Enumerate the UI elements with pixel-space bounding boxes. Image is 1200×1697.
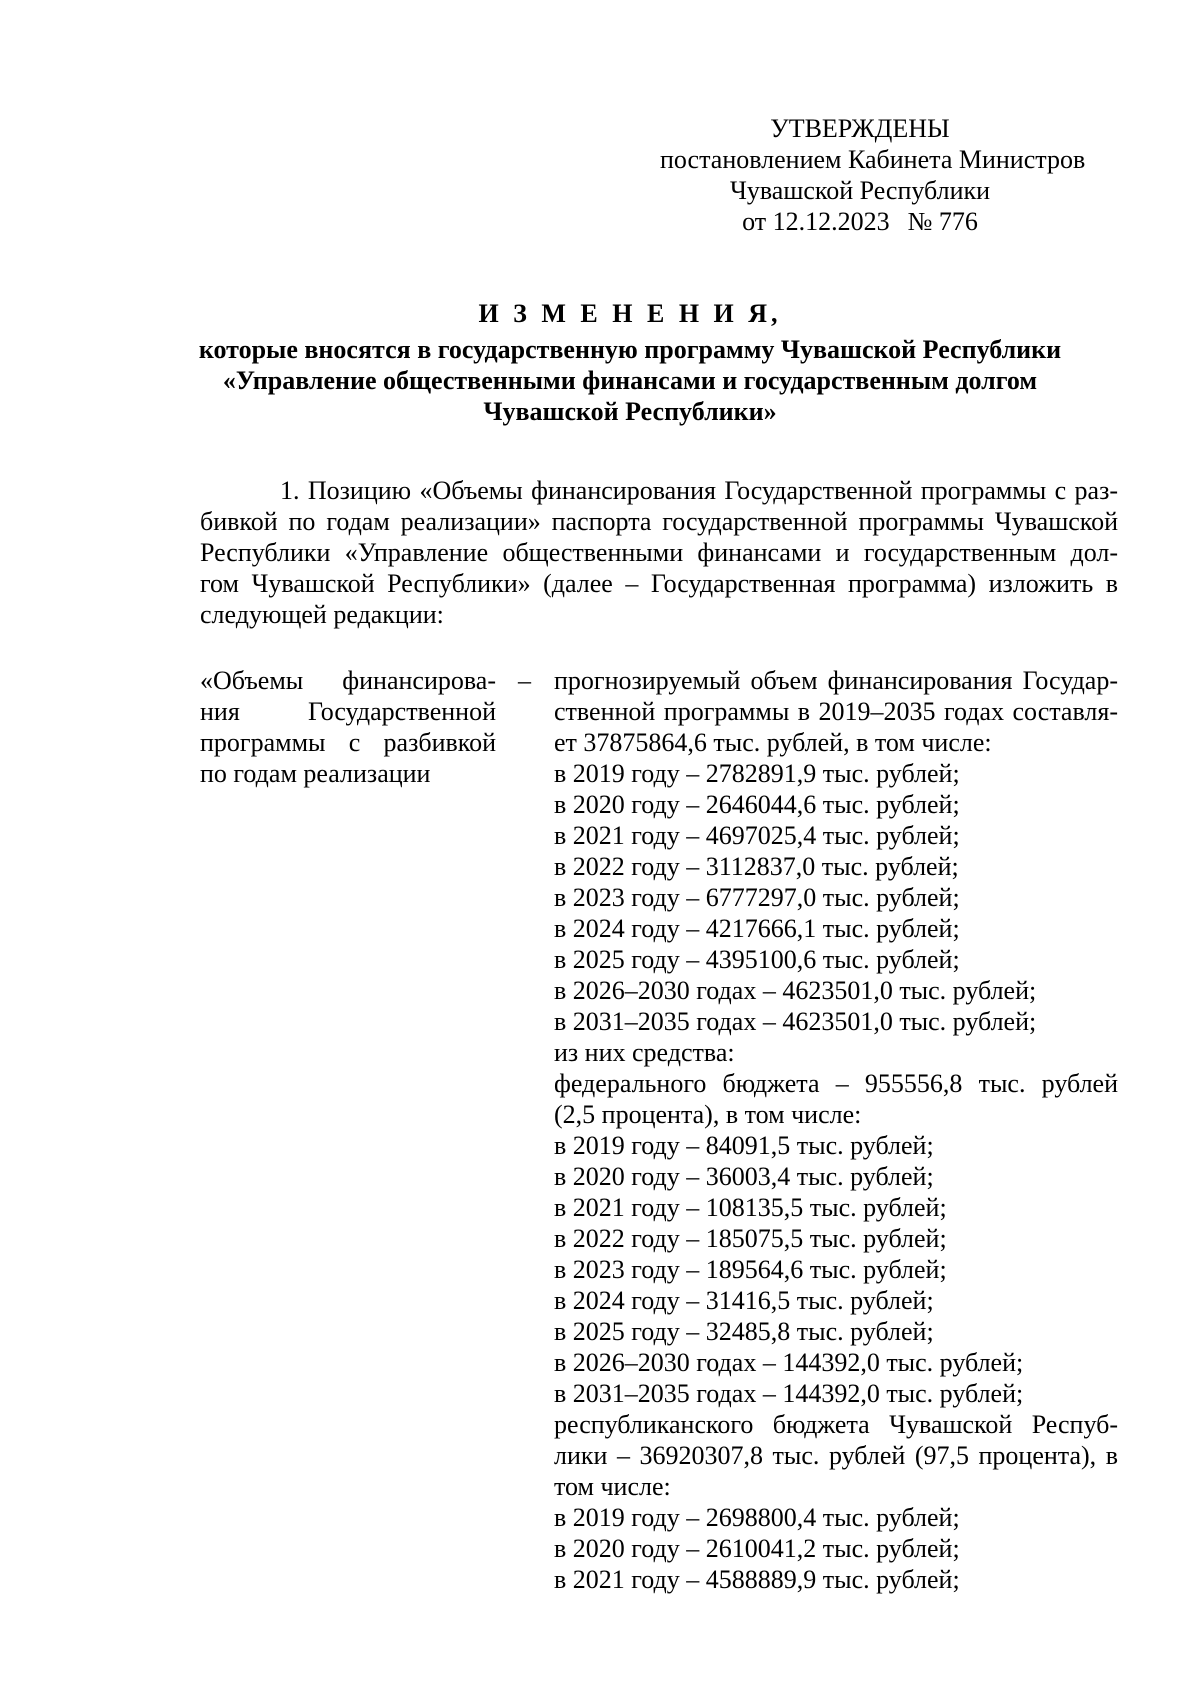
intro-line: гом Чувашской Республики» (далее – Государственная программа) изложить в (200, 569, 1118, 598)
funding-line: в 2021 году – 4697025,4 тыс. рублей; (554, 821, 960, 850)
funding-line: прогнозируемый объем финансирования Государ- (554, 666, 1118, 695)
funding-line: ет 37875864,6 тыс. рублей, в том числе: (554, 728, 992, 757)
approval-date-line (660, 206, 1060, 237)
funding-line: в 2020 году – 36003,4 тыс. рублей; (554, 1162, 934, 1191)
heading-line: Чувашской Республики» (483, 397, 777, 426)
position-name-line: «Объемы финансирова- (200, 666, 496, 695)
funding-line: в 2019 году – 2782891,9 тыс. рублей; (554, 759, 960, 788)
approval-label: УТВЕРЖДЕНЫ (770, 114, 950, 143)
intro-paragraph (200, 475, 1118, 630)
funding-line: в 2019 году – 2698800,4 тыс. рублей; (554, 1503, 960, 1532)
approval-date: от 12.12.2023 (742, 207, 890, 236)
heading-line: которые вносятся в государственную программу Чувашской Республики (198, 335, 1062, 364)
approval-region: Чувашской Республики (729, 176, 991, 205)
funding-line: в 2022 году – 185075,5 тыс. рублей; (554, 1224, 947, 1253)
intro-line: Республики «Управление общественными финансами и государственным дол- (200, 538, 1118, 567)
funding-line: ственной программы в 2019–2035 годах составля- (554, 697, 1118, 726)
funding-line: в 2026–2030 годах – 144392,0 тыс. рублей; (554, 1348, 1024, 1377)
funding-line: в 2023 году – 189564,6 тыс. рублей; (554, 1255, 947, 1284)
heading-line: «Управление общественными финансами и государственным долгом (222, 366, 1038, 395)
funding-line: лики – 36920307,8 тыс. рублей (97,5 процента), в (554, 1441, 1118, 1470)
funding-line: в 2024 году – 4217666,1 тыс. рублей; (554, 914, 960, 943)
position-name-line: программы с разбивкой (200, 728, 496, 757)
funding-line: в 2023 году – 6777297,0 тыс. рублей; (554, 883, 960, 912)
funding-line: в 2019 году – 84091,5 тыс. рублей; (554, 1131, 934, 1160)
funding-line: в 2025 году – 32485,8 тыс. рублей; (554, 1317, 934, 1346)
document-title: И З М Е Н Е Н И Я, (478, 299, 782, 328)
funding-line: в 2025 году – 4395100,6 тыс. рублей; (554, 945, 960, 974)
intro-line: бивкой по годам реализации» паспорта государственной программы Чувашской (200, 507, 1118, 536)
position-name-line: ния Государственной (200, 697, 496, 726)
funding-line: республиканского бюджета Чувашской Респуб- (554, 1410, 1118, 1439)
approval-issuer: постановлением Кабинета Министров (660, 145, 1086, 174)
position-name-line: по годам реализации (200, 759, 431, 788)
funding-line: федерального бюджета – 955556,8 тыс. рублей (554, 1069, 1118, 1098)
approval-stamp (660, 113, 1086, 237)
funding-line: том числе: (554, 1472, 671, 1501)
funding-line: в 2020 году – 2646044,6 тыс. рублей; (554, 790, 960, 819)
position-name-column (200, 665, 496, 789)
approval-number: № 776 (907, 207, 978, 236)
funding-line: в 2031–2035 годах – 144392,0 тыс. рублей; (554, 1379, 1024, 1408)
intro-line: следующей редакции: (200, 600, 444, 629)
document-heading (170, 298, 1090, 427)
funding-line: в 2021 году – 108135,5 тыс. рублей; (554, 1193, 947, 1222)
funding-line: в 2021 году – 4588889,9 тыс. рублей; (554, 1565, 960, 1594)
funding-line: в 2026–2030 годах – 4623501,0 тыс. рублей; (554, 976, 1037, 1005)
funding-line: в 2031–2035 годах – 4623501,0 тыс. рублей; (554, 1007, 1037, 1036)
funding-line: из них средства: (554, 1038, 735, 1067)
funding-details-column (554, 665, 1118, 1595)
funding-line: в 2024 году – 31416,5 тыс. рублей; (554, 1286, 934, 1315)
funding-line: (2,5 процента), в том числе: (554, 1100, 862, 1129)
funding-line: в 2022 году – 3112837,0 тыс. рублей; (554, 852, 959, 881)
column-dash: – (518, 666, 531, 695)
funding-line: в 2020 году – 2610041,2 тыс. рублей; (554, 1534, 960, 1563)
intro-line: 1. Позицию «Объемы финансирования Государственной программы с раз- (280, 476, 1118, 505)
